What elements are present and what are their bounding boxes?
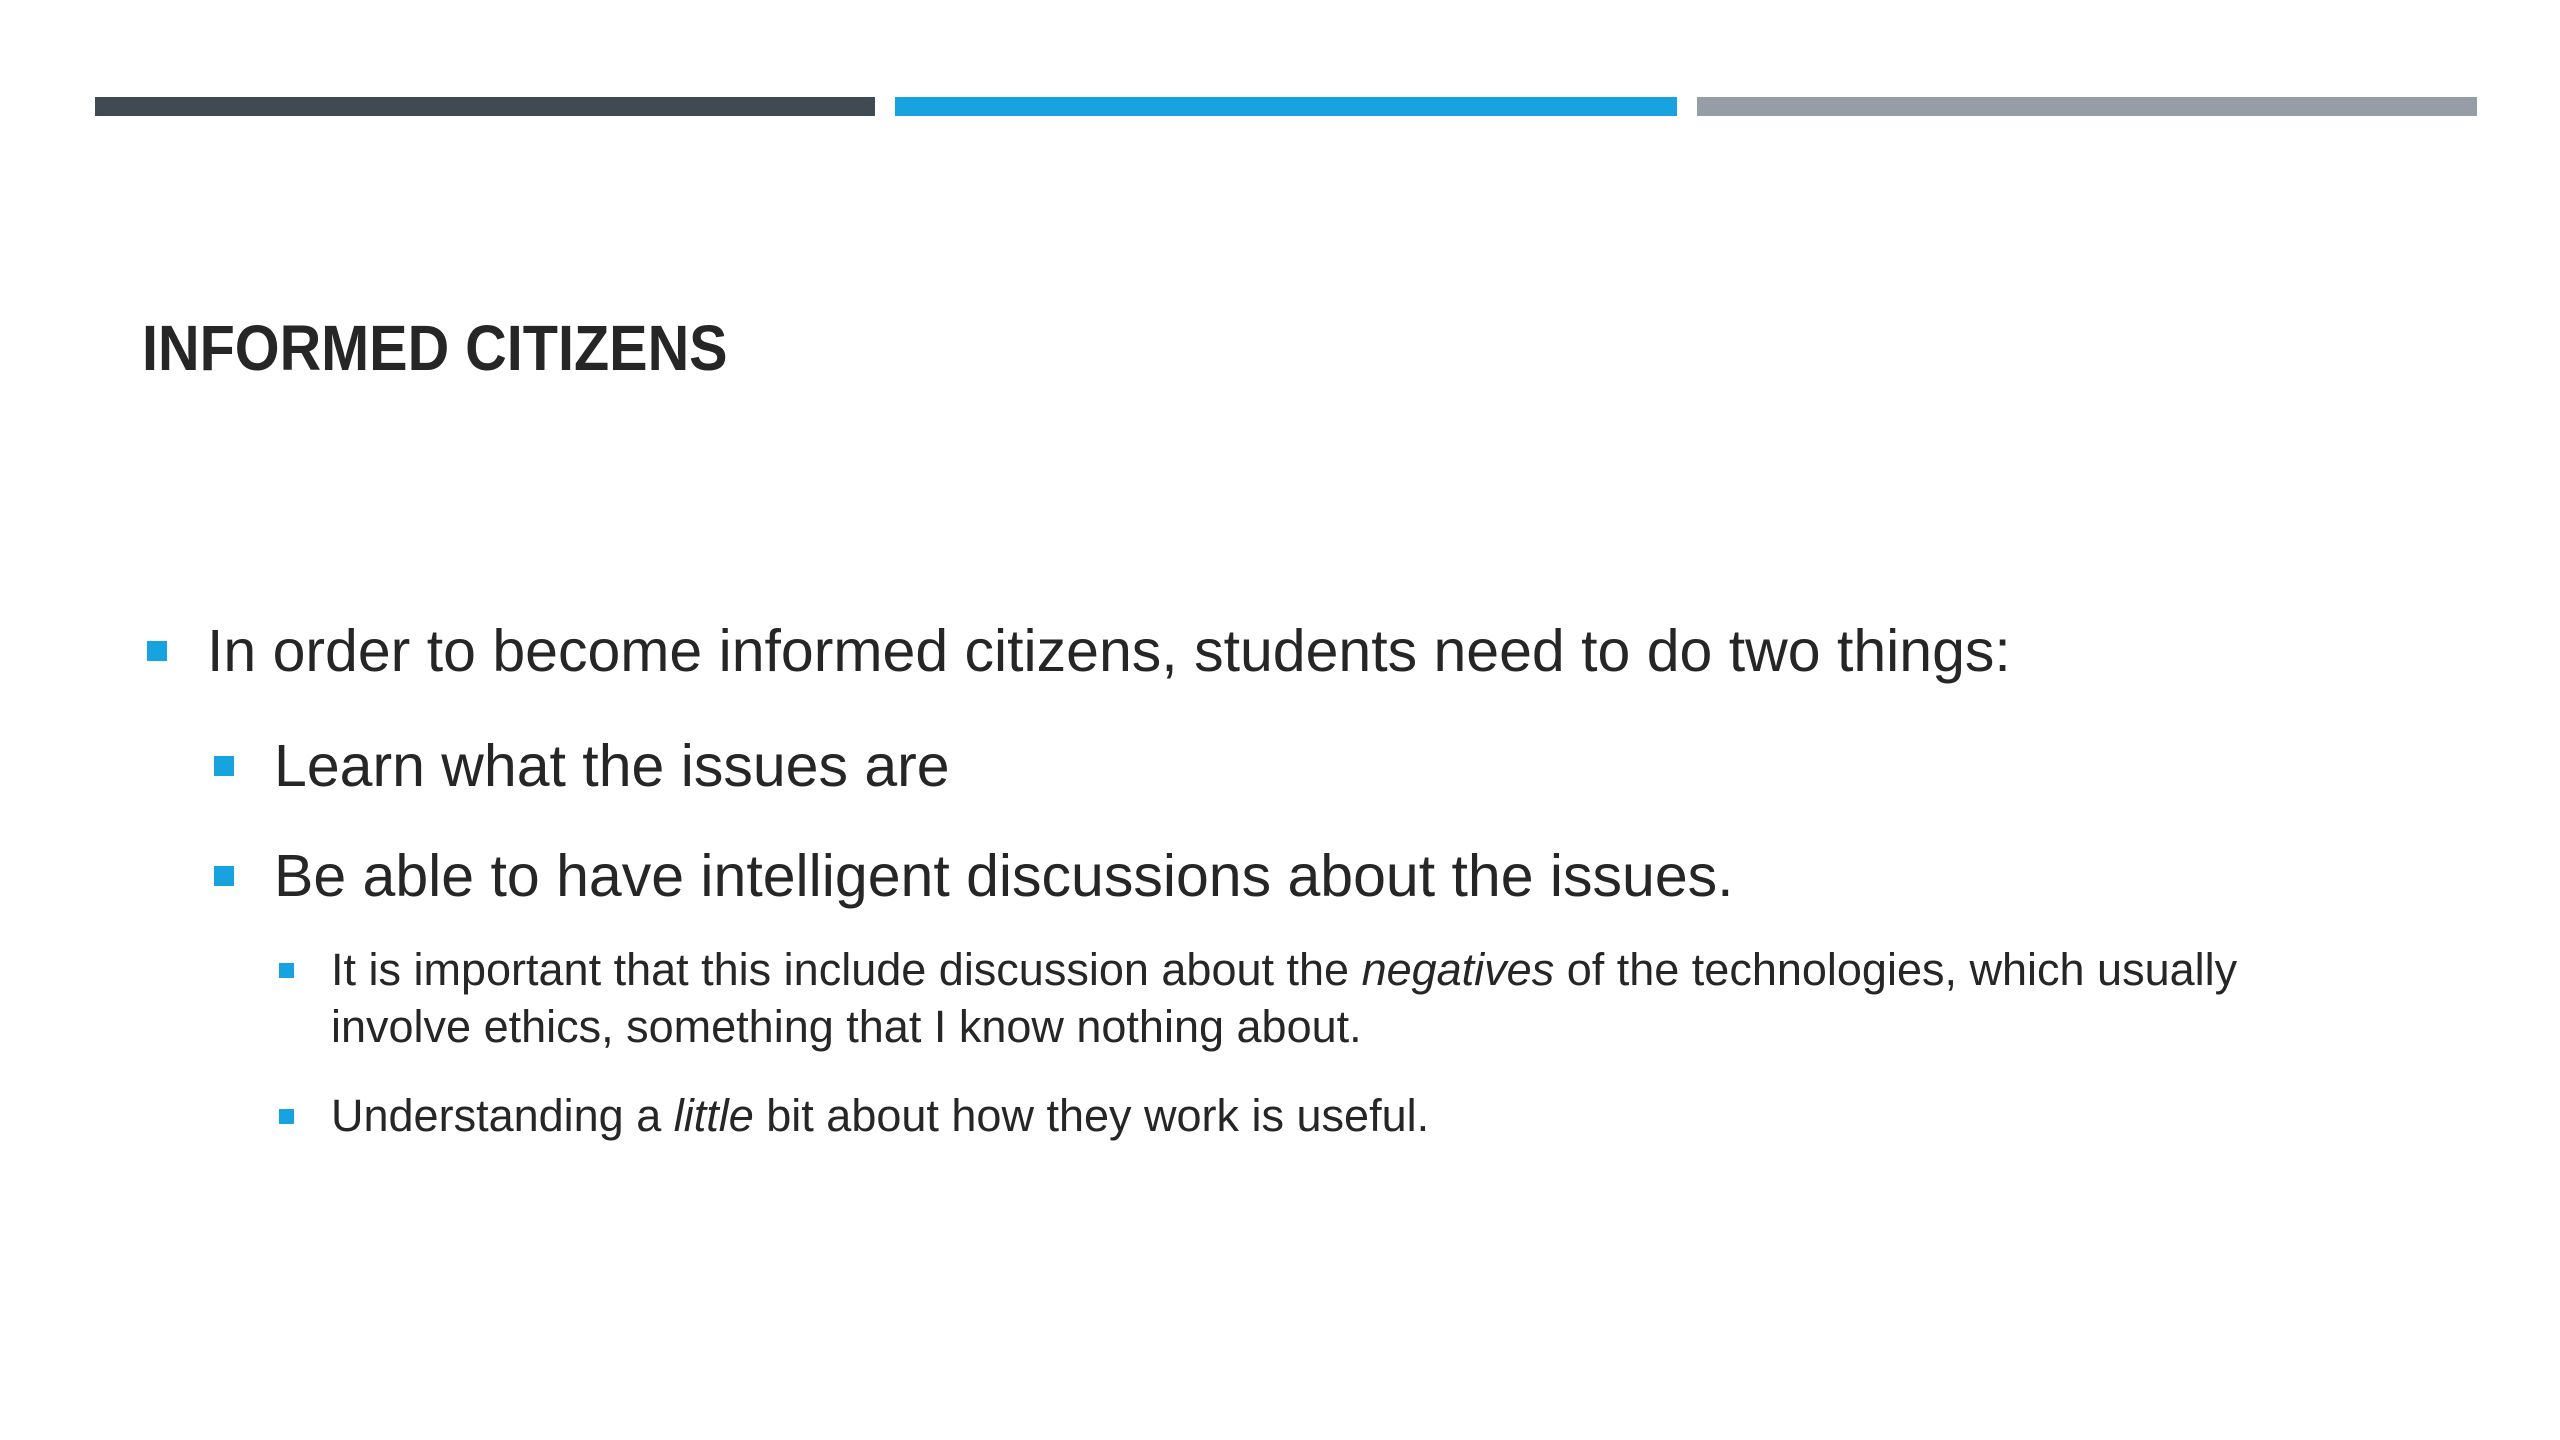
header-bar-dark — [95, 97, 875, 116]
bullet-text: Be able to have intelligent discussions about the issues. — [274, 843, 1734, 909]
bullet-text: Learn what the issues are — [274, 733, 950, 799]
bullet-text: Understanding a little bit about how they work is useful. — [331, 1090, 1430, 1141]
bullet-text-line: It is important that this include discussion about the negatives of the technologies, which usually — [331, 944, 2238, 995]
square-bullet-icon — [214, 866, 234, 886]
square-bullet-icon — [279, 963, 294, 978]
bullet-text-line: involve ethics, something that I know nothing about. — [331, 1001, 1362, 1052]
slide-title: INFORMED CITIZENS — [142, 312, 728, 384]
header-bar-gray — [1697, 97, 2477, 116]
emphasis-negatives: negatives — [1361, 944, 1555, 995]
header-bar-accent — [895, 97, 1677, 116]
emphasis-little: little — [673, 1090, 754, 1141]
square-bullet-icon — [214, 756, 234, 776]
square-bullet-icon — [279, 1109, 294, 1124]
square-bullet-icon — [147, 641, 167, 661]
bullet-text: In order to become informed citizens, students need to do two things: — [207, 618, 2011, 684]
